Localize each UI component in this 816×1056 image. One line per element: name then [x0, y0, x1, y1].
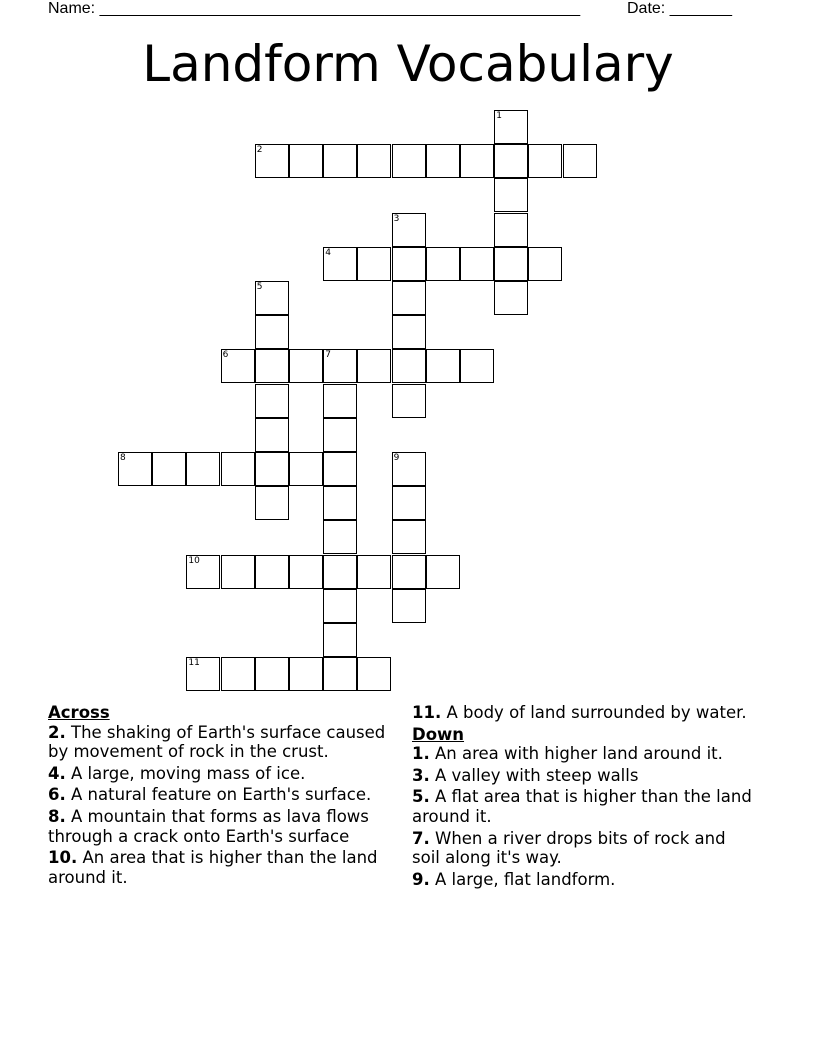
- page-title: Landform Vocabulary: [142, 35, 674, 93]
- crossword-cell[interactable]: [323, 623, 357, 657]
- clue-number: 6.: [48, 785, 66, 805]
- crossword-cell[interactable]: [323, 452, 357, 486]
- clue-down: [412, 744, 752, 764]
- crossword-cell[interactable]: [289, 555, 323, 589]
- crossword-cell[interactable]: [323, 589, 357, 623]
- clue-number: 10.: [48, 848, 78, 868]
- crossword-cell[interactable]: [494, 247, 528, 281]
- crossword-cell[interactable]: [323, 520, 357, 554]
- clue-number: 9.: [412, 869, 430, 889]
- crossword-cell[interactable]: [289, 144, 323, 178]
- crossword-cell[interactable]: [221, 349, 255, 383]
- crossword-cell[interactable]: [221, 555, 255, 589]
- clue-number-label: 8: [120, 453, 126, 463]
- crossword-cell[interactable]: [221, 657, 255, 691]
- crossword-cell[interactable]: [426, 555, 460, 589]
- down-heading: Down: [412, 724, 465, 744]
- crossword-cell[interactable]: [392, 213, 426, 247]
- crossword-cell[interactable]: [357, 555, 391, 589]
- clue-text: A flat area that is higher than the land around it.: [412, 787, 752, 826]
- clue-across: [48, 785, 388, 805]
- clue-number-label: 5: [256, 282, 263, 292]
- clue-text: A valley with steep walls: [435, 765, 639, 785]
- name-field-line: Name: ______________________________________________________: [48, 0, 581, 17]
- crossword-cell[interactable]: [494, 144, 528, 178]
- crossword-cell[interactable]: [255, 349, 289, 383]
- clue-across: [48, 723, 388, 762]
- clues-column-left: [48, 703, 388, 889]
- crossword-cell[interactable]: [392, 315, 426, 349]
- crossword-cell[interactable]: [255, 384, 289, 418]
- crossword-cell[interactable]: [392, 589, 426, 623]
- crossword-cell[interactable]: [186, 555, 220, 589]
- crossword-cell[interactable]: [323, 486, 357, 520]
- crossword-cell[interactable]: [392, 555, 426, 589]
- crossword-cell[interactable]: [255, 486, 289, 520]
- crossword-cell[interactable]: [255, 657, 289, 691]
- crossword-cell[interactable]: [392, 452, 426, 486]
- crossword-cell[interactable]: [494, 281, 528, 315]
- clue-number-label: 2: [256, 145, 263, 156]
- crossword-cell[interactable]: [392, 144, 426, 178]
- crossword-cell[interactable]: [255, 281, 289, 315]
- crossword-cell[interactable]: [221, 452, 255, 486]
- crossword-cell[interactable]: [357, 144, 391, 178]
- clue-number-label: 4: [325, 247, 331, 258]
- clue-text: An area that is higher than the land around it.: [48, 848, 378, 887]
- crossword-cell[interactable]: [289, 452, 323, 486]
- clue-text: An area with higher land around it.: [435, 744, 723, 764]
- crossword-cell[interactable]: [255, 418, 289, 452]
- crossword-cell[interactable]: [426, 144, 460, 178]
- crossword-cell[interactable]: [460, 349, 494, 383]
- crossword-cell[interactable]: [323, 418, 357, 452]
- clue-text: A natural feature on Earth's surface.: [71, 785, 372, 805]
- crossword-cell[interactable]: [426, 247, 460, 281]
- crossword-cell[interactable]: [494, 178, 528, 212]
- clue-text: A large, flat landform.: [435, 869, 616, 889]
- crossword-cell[interactable]: [392, 486, 426, 520]
- clues-column-right: [412, 703, 752, 891]
- across-heading: Across: [48, 703, 110, 722]
- crossword-cell[interactable]: [323, 247, 357, 281]
- clue-number: 8.: [48, 806, 66, 826]
- clue-down: [412, 787, 752, 826]
- crossword-cell[interactable]: [289, 349, 323, 383]
- crossword-cell[interactable]: [392, 247, 426, 281]
- clue-text: A mountain that forms as lava flows through a crack onto Earth's surface: [48, 806, 369, 846]
- clue-number-label: 7: [325, 350, 331, 361]
- clue-across: [412, 703, 752, 723]
- clue-number-label: 1: [496, 111, 502, 121]
- clue-across: [48, 764, 388, 784]
- clue-text: A body of land surrounded by water.: [446, 703, 747, 722]
- clue-number: 7.: [412, 828, 430, 848]
- clue-text: The shaking of Earth's surface caused by movement of rock in the crust.: [48, 722, 386, 762]
- crossword-cell[interactable]: [460, 247, 494, 281]
- crossword-cell[interactable]: [392, 349, 426, 383]
- crossword-cell[interactable]: [323, 349, 357, 383]
- crossword-cell[interactable]: [323, 144, 357, 178]
- crossword-cell[interactable]: [255, 452, 289, 486]
- crossword-cell[interactable]: [357, 247, 391, 281]
- crossword-cell[interactable]: [460, 144, 494, 178]
- crossword-cell[interactable]: [563, 144, 597, 178]
- crossword-cell[interactable]: [528, 144, 562, 178]
- crossword-cell[interactable]: [118, 452, 152, 486]
- crossword-cell[interactable]: [289, 657, 323, 691]
- clue-text: When a river drops bits of rock and soil along it's way.: [412, 828, 726, 868]
- clue-across: [48, 848, 388, 887]
- crossword-cell[interactable]: [152, 452, 186, 486]
- crossword-cell[interactable]: [323, 555, 357, 589]
- clue-text: A large, moving mass of ice.: [71, 763, 306, 783]
- clue-number: 2.: [48, 722, 66, 742]
- crossword-cell[interactable]: [186, 452, 220, 486]
- clue-down: [412, 870, 752, 890]
- crossword-cell[interactable]: [323, 384, 357, 418]
- crossword-cell[interactable]: [186, 657, 220, 691]
- crossword-cell[interactable]: [494, 213, 528, 247]
- crossword-cell[interactable]: [255, 315, 289, 349]
- crossword-cell[interactable]: [357, 349, 391, 383]
- clue-number-label: 11: [188, 658, 200, 669]
- clue-number-label: 6: [222, 350, 229, 361]
- crossword-cell[interactable]: [392, 281, 426, 315]
- clue-down: [412, 829, 752, 868]
- clue-number-label: 3: [393, 213, 400, 224]
- clue-number-label: 9: [393, 453, 400, 463]
- date-field-line: Date: _______: [627, 0, 732, 17]
- clue-number: 5.: [412, 787, 430, 807]
- crossword-cell[interactable]: [426, 349, 460, 383]
- crossword-cell[interactable]: [392, 520, 426, 554]
- crossword-cell[interactable]: [528, 247, 562, 281]
- clue-number: 3.: [412, 765, 430, 785]
- crossword-cell[interactable]: [255, 144, 289, 178]
- clue-number: 4.: [48, 763, 66, 783]
- clue-down: [412, 766, 752, 786]
- crossword-cell[interactable]: [357, 657, 391, 691]
- clue-number: 11.: [412, 703, 442, 722]
- clue-number: 1.: [412, 744, 430, 764]
- crossword-cell[interactable]: [323, 657, 357, 691]
- crossword-cell[interactable]: [494, 110, 528, 144]
- crossword-cell[interactable]: [255, 555, 289, 589]
- crossword-cell[interactable]: [392, 384, 426, 418]
- clue-across: [48, 807, 388, 846]
- clue-number-label: 10: [188, 555, 200, 566]
